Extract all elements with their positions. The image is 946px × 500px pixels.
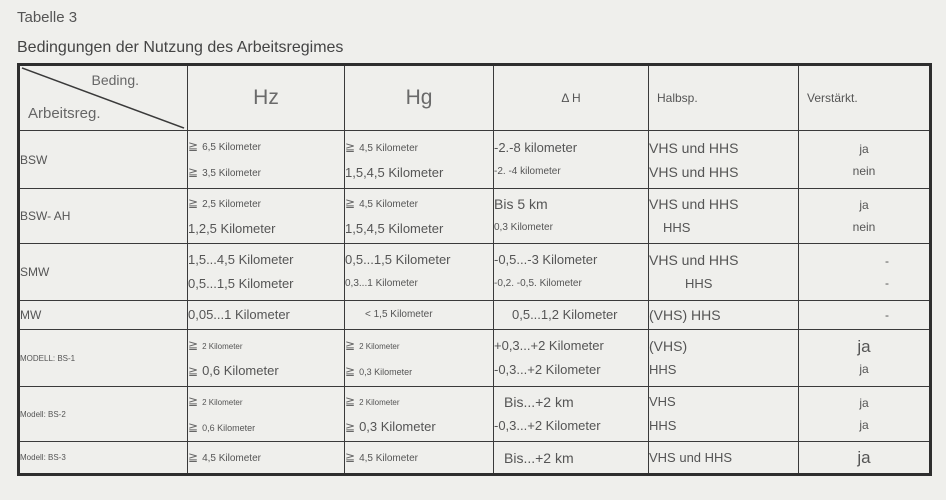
halbsp-value: VHS und HHS — [649, 196, 739, 212]
halbsp-value: VHS — [649, 394, 676, 409]
column-header-verstaerkt: Verstärkt. — [799, 65, 931, 131]
verstaerkt-value: ja — [857, 447, 871, 467]
delta-h-value: -0,3...+2 Kilometer — [494, 418, 601, 433]
delta-h-value: -0,3...+2 Kilometer — [494, 362, 601, 377]
delta-h-cell — [494, 387, 649, 442]
column-header-hz: Hz — [188, 65, 345, 131]
hz-value: 0,6 Kilometer — [202, 363, 279, 378]
regime-cell: Modell: BS-2 — [19, 387, 188, 442]
halbsp-value: VHS und HHS — [649, 449, 733, 465]
verstaerkt-value: ja — [857, 337, 871, 356]
hz-value: 6,5 Kilometer — [202, 141, 261, 153]
hz-cell — [188, 330, 345, 387]
halbsp-cell — [649, 442, 799, 475]
delta-h-cell — [494, 330, 649, 387]
halbsp-cell — [649, 244, 799, 301]
geq-icon: ≧ — [188, 138, 199, 153]
delta-h-cell — [494, 189, 649, 244]
geq-icon: ≧ — [345, 394, 356, 408]
delta-h-value: -0,2. -0,5. Kilometer — [494, 278, 582, 289]
geq-icon: ≧ — [188, 393, 199, 408]
corner-header-cell — [19, 65, 188, 131]
delta-h-value: Bis 5 km — [494, 196, 548, 212]
hz-cell — [188, 244, 345, 301]
halbsp-value: VHS und HHS — [649, 139, 739, 156]
geq-icon: ≧ — [345, 337, 356, 352]
hg-value: 0,3 Kilometer — [359, 419, 436, 434]
table-row — [19, 244, 931, 301]
delta-h-value: Bis...+2 km — [504, 449, 574, 466]
hg-cell — [345, 442, 494, 475]
hz-value: 2 Kilometer — [202, 397, 243, 407]
hz-value: 2 Kilometer — [202, 342, 243, 351]
regime-cell: BSW- AH — [19, 189, 188, 244]
table-row — [19, 189, 931, 244]
hz-cell — [188, 301, 345, 330]
table-row — [19, 131, 931, 189]
verstaerkt-value: ja — [859, 362, 869, 376]
halbsp-value: VHS und HHS — [649, 163, 739, 180]
delta-h-value: Bis...+2 km — [504, 394, 574, 410]
verstaerkt-value: - — [885, 308, 889, 322]
hz-value: 0,5...1,5 Kilometer — [188, 276, 294, 291]
verstaerkt-value: ja — [859, 418, 869, 432]
hg-cell — [345, 330, 494, 387]
column-header-halbsp: Halbsp. — [649, 65, 799, 131]
hg-value: 0,5...1,5 Kilometer — [345, 252, 451, 267]
geq-icon: ≧ — [188, 364, 199, 378]
regime-cell: BSW — [19, 131, 188, 189]
verstaerkt-value: ja — [859, 396, 869, 410]
hg-cell — [345, 387, 494, 442]
hz-cell — [188, 131, 345, 189]
hz-value: 0,6 Kilometer — [202, 422, 256, 433]
hz-cell — [188, 189, 345, 244]
hg-cell — [345, 244, 494, 301]
column-header-hg: Hg — [345, 65, 494, 131]
table-row — [19, 301, 931, 330]
hg-value: 1,5,4,5 Kilometer — [345, 221, 444, 236]
hz-value: 0,05...1 Kilometer — [188, 307, 290, 322]
verstaerkt-cell — [799, 244, 931, 301]
hz-value: 1,2,5 Kilometer — [188, 221, 276, 236]
hg-cell — [345, 189, 494, 244]
hg-value: 1,5,4,5 Kilometer — [345, 164, 444, 180]
geq-icon: ≧ — [188, 419, 199, 434]
hz-cell — [188, 442, 345, 475]
halbsp-cell — [649, 131, 799, 189]
hg-value: 0,3...1 Kilometer — [345, 278, 418, 289]
delta-h-value: +0,3...+2 Kilometer — [494, 338, 604, 353]
regime-cell: Modell: BS-3 — [19, 442, 188, 475]
geq-icon: ≧ — [345, 363, 356, 378]
halbsp-cell — [649, 330, 799, 387]
corner-label-conditions: Beding. — [91, 72, 139, 88]
geq-icon: ≧ — [345, 420, 356, 434]
geq-icon: ≧ — [345, 449, 356, 464]
verstaerkt-value: ja — [859, 141, 869, 156]
geq-icon: ≧ — [188, 196, 199, 210]
regime-cell: MODELL: BS-1 — [19, 330, 188, 387]
table-row — [19, 330, 931, 387]
halbsp-value: HHS — [663, 220, 691, 235]
delta-h-value: -0,5...-3 Kilometer — [494, 252, 598, 267]
corner-label-regime: Arbeitsreg. — [28, 105, 101, 122]
hz-value: 2,5 Kilometer — [202, 199, 261, 210]
verstaerkt-cell — [799, 442, 931, 475]
hg-value: 2 Kilometer — [359, 341, 400, 351]
hg-value: 4,5 Kilometer — [359, 452, 418, 464]
delta-h-value: -2.-8 kilometer — [494, 139, 578, 155]
hz-value: 1,5...4,5 Kilometer — [188, 252, 294, 267]
regime-cell: SMW — [19, 244, 188, 301]
verstaerkt-cell — [799, 301, 931, 330]
halbsp-value: HHS — [649, 418, 677, 433]
verstaerkt-cell — [799, 131, 931, 189]
geq-icon: ≧ — [188, 164, 199, 179]
hg-value: 4,5 Kilometer — [359, 199, 418, 210]
table-row — [19, 442, 931, 475]
halbsp-cell — [649, 387, 799, 442]
verstaerkt-value: nein — [852, 163, 876, 178]
hg-value: < 1,5 Kilometer — [365, 309, 433, 320]
conditions-table — [17, 63, 932, 476]
verstaerkt-cell — [799, 387, 931, 442]
verstaerkt-value: - — [885, 276, 889, 290]
regime-cell: MW — [19, 301, 188, 330]
hg-value: 0,3 Kilometer — [359, 366, 413, 377]
table-title: Bedingungen der Nutzung des Arbeitsregimes — [17, 39, 344, 56]
geq-icon: ≧ — [188, 449, 199, 464]
halbsp-value: VHS und HHS — [649, 252, 739, 268]
hg-cell — [345, 301, 494, 330]
table-row — [19, 387, 931, 442]
hg-cell — [345, 131, 494, 189]
verstaerkt-value: ja — [859, 198, 869, 212]
verstaerkt-value: - — [885, 254, 889, 268]
geq-icon: ≧ — [188, 338, 199, 352]
hg-value: 4,5 Kilometer — [359, 142, 418, 154]
delta-h-value: 0,3 Kilometer — [494, 222, 553, 233]
verstaerkt-cell — [799, 189, 931, 244]
delta-h-cell — [494, 244, 649, 301]
header-row — [19, 65, 931, 131]
geq-icon: ≧ — [345, 196, 356, 210]
delta-h-cell — [494, 301, 649, 330]
delta-h-value: 0,5...1,2 Kilometer — [512, 307, 618, 322]
verstaerkt-value: nein — [852, 220, 876, 234]
column-header-delta-h: Δ H — [494, 65, 649, 131]
halbsp-value: (VHS) HHS — [649, 307, 721, 323]
table-number: Tabelle 3 — [17, 9, 78, 26]
hg-value: 2 Kilometer — [359, 398, 400, 407]
hz-value: 4,5 Kilometer — [202, 452, 261, 464]
delta-h-value: -2. -4 kilometer — [494, 165, 561, 177]
delta-h-cell — [494, 131, 649, 189]
halbsp-cell — [649, 189, 799, 244]
halbsp-cell — [649, 301, 799, 330]
halbsp-value: (VHS) — [649, 338, 688, 354]
halbsp-value: HHS — [649, 362, 677, 377]
hz-value: 3,5 Kilometer — [202, 167, 261, 179]
delta-h-cell — [494, 442, 649, 475]
geq-icon: ≧ — [345, 139, 356, 154]
halbsp-value: HHS — [685, 276, 713, 291]
verstaerkt-cell — [799, 330, 931, 387]
hz-cell — [188, 387, 345, 442]
